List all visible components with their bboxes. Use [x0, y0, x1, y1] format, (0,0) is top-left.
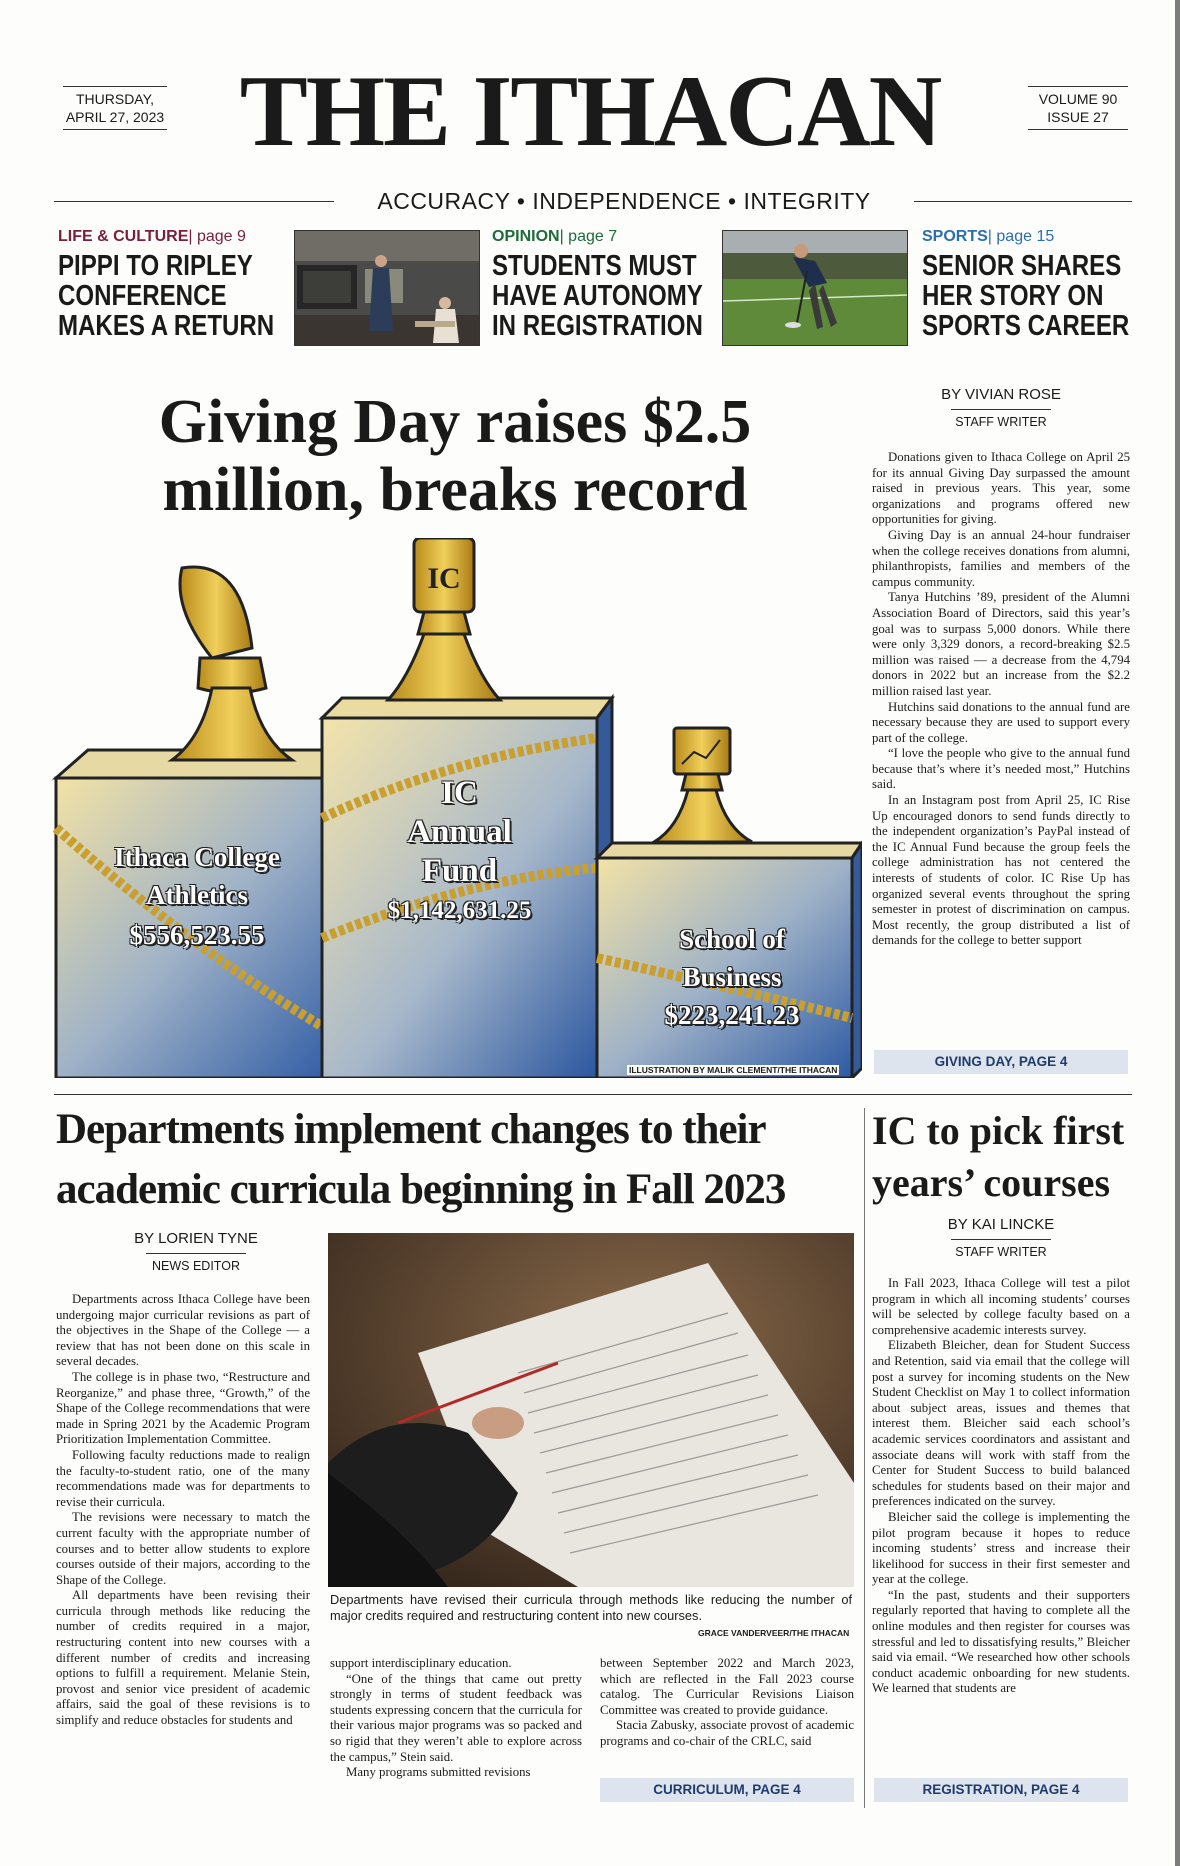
tagline-rule-right [904, 201, 1132, 202]
courses-byline: BY KAI LINCKE [947, 1216, 1055, 1233]
teaser-headline-line: CONFERENCE [58, 280, 227, 312]
teaser-headline-line: PIPPI TO RIPLEY [58, 250, 253, 282]
section-divider [54, 1094, 1132, 1095]
student-form-photo [328, 1233, 854, 1587]
volume-issue [1028, 86, 1128, 130]
teaser-headline [922, 251, 1129, 341]
podium-label-line: Annual [407, 814, 512, 850]
paragraph: support interdisciplinary education. [330, 1656, 512, 1670]
podium-label-line: Athletics [146, 880, 248, 910]
jump-curriculum[interactable]: CURRICULUM, PAGE 4 [600, 1778, 854, 1802]
paragraph: In an Instagram post from April 25, IC Rise Up encouraged donors to send funds directly to the independent organization’s PayPal instead of the IC Annual Fund because the group feels the college administration has not centered the interests of students of color. IC Rise Up has organized several events throughout the spring semester in protest of discrimination on campus. Most recently, the group distributed a list of demands for the college to better support [872, 793, 1130, 948]
lead-byline: BY VIVIAN ROSE [941, 386, 1061, 403]
paragraph: Donations given to Ithaca College on April 25 for its annual Giving Day surpassed the amount raised in previous years. This year, some organizations and programs offered new opportunities for giving. [872, 450, 1130, 527]
podium-label-line: IC [441, 775, 478, 811]
paragraph: between September 2022 and March 2023, which are reflected in the Fall 2023 course catalog. The Curricular Revisions Liaison Committee was created to provide guidance. [600, 1656, 854, 1717]
lead-bytitle: STAFF WRITER [955, 415, 1047, 429]
paragraph: Elizabeth Bleicher, dean for Student Success and Retention, said via email that the college will post a survey for incoming students on the New Student Checklist on May 1 to collect information about subject areas, issues and themes that interest them. Bleicher said each school’s academic services coordinators and assistant and associate deans will work with staff from the Center for Student Success to build balanced schedules for students based on their major and preferences indicated on the survey. [872, 1338, 1130, 1509]
podium-amount: $1,142,631.25 [387, 897, 532, 924]
lead-headline-line: Giving Day raises $2.5 [158, 388, 752, 456]
curriculum-headline[interactable] [56, 1100, 916, 1220]
podium-label-annual-fund [322, 774, 597, 930]
podium-label-athletics [52, 838, 342, 954]
teaser-headline [492, 251, 703, 341]
teaser-page: | page 15 [987, 228, 1055, 245]
paragraph: Following faculty reductions made to realign the faculty-to-student ratio, one of the many recommendations made was for departments to revise their curricula. [56, 1447, 310, 1509]
podium-label-line: School of [679, 924, 785, 954]
paragraph: Bleicher said the college is implementing the pilot program because it hopes to reduce incoming students’ stress and increase their likelihood for success in their first semester and year at the college. [872, 1509, 1130, 1587]
curriculum-byline: BY LORIEN TYNE [134, 1230, 258, 1247]
curriculum-headline-line: academic curricula beginning in Fall 2023 [56, 1166, 786, 1213]
column-rule [864, 1108, 865, 1808]
curriculum-col1 [56, 1292, 310, 1810]
tagline-rule-left [54, 201, 344, 202]
paragraph: “In the past, students and their supporters regularly reported that having to complete all the online modules and then register for courses was stressful and led to dissatisfying results,” Bleicher said via email. “We researched how other schools conduct academic onboarding for new students. We learned that students are [872, 1587, 1130, 1696]
teaser-headline-line: SENIOR SHARES [922, 250, 1122, 282]
issue-date [63, 86, 167, 130]
teaser-life-culture[interactable] [58, 228, 288, 348]
lead-body [872, 450, 1130, 1030]
podium-label-business [612, 920, 852, 1034]
teaser-section: OPINION [492, 228, 560, 245]
curriculum-bytitle: NEWS EDITOR [152, 1259, 240, 1273]
trophy-emblem: IC [427, 562, 461, 595]
teaser-section: SPORTS [922, 228, 988, 245]
lead-headline-line: million, breaks record [162, 456, 748, 524]
issue-number: ISSUE 27 [1047, 109, 1109, 125]
byline-rule [951, 409, 1051, 410]
teaser-headline-line: HAVE AUTONOMY [492, 280, 703, 312]
newspaper-title: THE ITHACAN [239, 55, 941, 168]
paragraph: “One of the things that came out pretty strongly in terms of student feedback was students expressing concern that the curricula for their various major programs was so packed and so rigid that they weren’t able to explore across the campus,” Stein said. [330, 1671, 582, 1764]
paragraph: Giving Day is an annual 24-hour fundraiser when the college receives donations from alumni, philanthropists, families and members of the campus community. [872, 527, 1130, 589]
illustration-credit: ILLUSTRATION BY MALIK CLEMENT/THE ITHACAN [629, 1065, 838, 1075]
podium-label-line: Fund [421, 853, 498, 889]
date-weekday: THURSDAY, [75, 91, 155, 107]
teaser-page: | page 7 [559, 228, 618, 245]
paragraph: Departments across Ithaca College have been undergoing major curricular revisions as part of the objectives in the Shape of the College — a review that has not been done on this scale in several decades. [56, 1292, 310, 1369]
byline-rule [146, 1253, 246, 1254]
jump-giving-day[interactable]: GIVING DAY, PAGE 4 [874, 1050, 1128, 1074]
courses-body [872, 1276, 1130, 1766]
volume-number: VOLUME 90 [1038, 91, 1118, 107]
teaser-section: LIFE & CULTURE [58, 228, 189, 245]
teaser-photo-sports[interactable] [722, 230, 908, 346]
teaser-headline-line: MAKES A RETURN [58, 310, 275, 342]
paragraph: Stacia Zabusky, associate provost of academic programs and co-chair of the CRLC, said [600, 1718, 854, 1748]
courses-headline-line: IC to pick first [872, 1108, 1125, 1153]
teaser-kicker [492, 228, 722, 246]
courses-bytitle: STAFF WRITER [955, 1245, 1047, 1259]
teaser-page: | page 9 [188, 228, 246, 245]
teaser-kicker [922, 228, 1142, 246]
photo-caption: Departments have revised their curricula through methods like reducing the number of major credits required and restructuring content into new courses. [330, 1592, 852, 1623]
teaser-headline-line: STUDENTS MUST [492, 250, 697, 282]
teaser-headline-line: HER STORY ON [922, 280, 1104, 312]
tagline: ACCURACY • INDEPENDENCE • INTEGRITY [334, 188, 914, 215]
curriculum-headline-line: Departments implement changes to their [56, 1106, 766, 1153]
paragraph: All departments have been revising their curricula through methods like reducing the number of credits required in a major, restructuring content into new courses with a different number of credits and increasing options to fulfill a requirement. Melanie Stein, provost and senior vice president of academic affairs, said the goal of these revisions is to simplify and reduce obstacles for students and [56, 1588, 310, 1728]
courses-headline[interactable] [872, 1105, 1142, 1209]
lead-headline[interactable] [60, 388, 850, 524]
curriculum-byline-block [86, 1230, 306, 1273]
curriculum-col3 [600, 1656, 854, 1766]
photo-credit: GRACE VANDERVEER/THE ITHACAN [698, 1628, 850, 1638]
teaser-headline [58, 251, 274, 341]
teaser-headline-line: SPORTS CAREER [922, 310, 1130, 342]
curriculum-photo [328, 1233, 854, 1587]
teaser-sports[interactable] [922, 228, 1142, 348]
teaser-photo-conference[interactable] [294, 230, 480, 346]
lead-byline-block [872, 386, 1130, 429]
podium-amount: $223,241.23 [664, 1000, 800, 1030]
paragraph: The college is in phase two, “Restructure and Reorganize,” and phase three, “Growth,” of the Shape of the College recommendations that were made in Spring 2021 by the Academic Program Prioritization Implementation Committee. [56, 1369, 310, 1447]
curriculum-col2 [330, 1656, 582, 1806]
paragraph: “I love the people who give to the annual fund because that’s where it’s needed most,” Hutchins said. [872, 746, 1130, 792]
paragraph: Tanya Hutchins ’89, president of the Alumni Association Board of Directors, said this year’s goal was to surpass 5,000 donors. While there were only 3,329 donors, a record-breaking $2.5 million was raised — a decrease from the 4,794 donors in 2022 but an increase from the $2.2 million raised last year. [872, 590, 1130, 698]
paragraph: In Fall 2023, Ithaca College will test a pilot program in which all incoming students’ courses will be selected by college faculty based on a comprehensive academic interests survey. [872, 1276, 1130, 1337]
giving-day-illustration [52, 538, 862, 1078]
podium-amount: $556,523.55 [129, 920, 265, 950]
conference-photo [295, 231, 479, 345]
byline-rule [951, 1239, 1051, 1240]
paragraph: Many programs submitted revisions [346, 1765, 531, 1780]
teaser-kicker [58, 228, 288, 246]
podium-label-line: Business [682, 962, 782, 992]
athlete-photo [723, 231, 907, 345]
teaser-headline-line: IN REGISTRATION [492, 310, 703, 342]
paragraph: The revisions were necessary to match the current faculty with the appropriate number of courses and to better allow students to explore courses outside of their majors, according to the Shape of the College. [56, 1510, 310, 1587]
courses-headline-line: years’ courses [872, 1160, 1111, 1205]
teaser-opinion[interactable] [492, 228, 722, 348]
podium-label-line: Ithaca College [114, 842, 280, 872]
paragraph: Hutchins said donations to the annual fund are necessary because they are used to support every part of the college. [872, 699, 1130, 745]
date-full: APRIL 27, 2023 [65, 109, 165, 125]
courses-byline-block [872, 1216, 1130, 1259]
jump-registration[interactable]: REGISTRATION, PAGE 4 [874, 1778, 1128, 1802]
tagline-row [54, 188, 1132, 214]
